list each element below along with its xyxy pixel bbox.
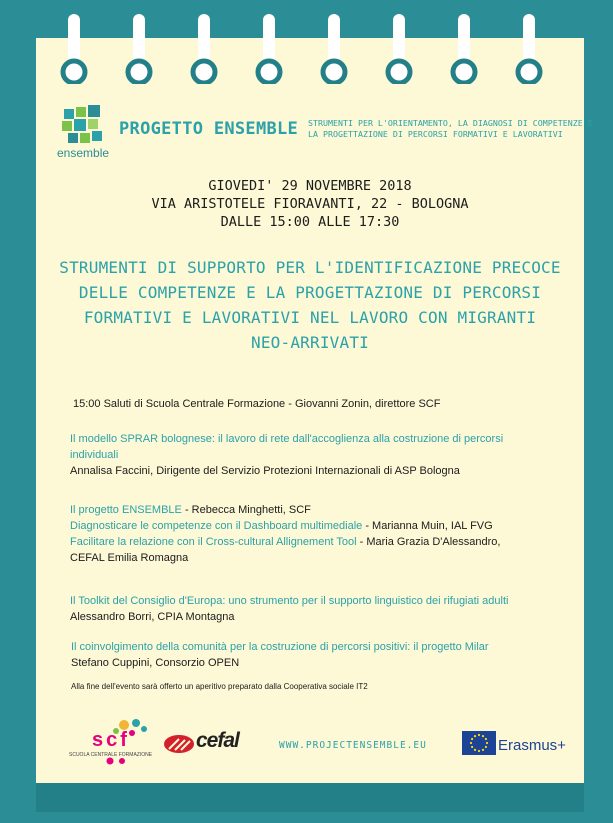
website-link[interactable]: WWW.PROJECTENSEMBLE.EU bbox=[279, 740, 427, 751]
erasmus-logo-text: Erasmus+ bbox=[498, 737, 566, 754]
talk-speaker: - Marianna Muin, IAL FVG bbox=[362, 520, 493, 532]
binder-ring-icon bbox=[125, 14, 153, 84]
main-title-line: FORMATIVI E LAVORATIVI NEL LAVORO CON MIGRANTI bbox=[83, 308, 537, 327]
event-info bbox=[36, 177, 584, 231]
ensemble-logo-icon bbox=[60, 103, 108, 147]
event-time: DALLE 15:00 ALLE 17:30 bbox=[220, 214, 400, 230]
event-date: GIOVEDI' 29 NOVEMBRE 2018 bbox=[208, 178, 412, 194]
talk-title: Facilitare la relazione con il Cross-cultural Allignement Tool bbox=[70, 536, 357, 548]
scf-caption: SCUOLA CENTRALE FORMAZIONE bbox=[69, 752, 153, 758]
talk-title: Diagnosticare le competenze con il Dashboard multimediale bbox=[70, 520, 363, 532]
program-talk bbox=[70, 502, 570, 566]
talk-title: Il coinvolgimento della comunità per la costruzione di percorsi positivi: il progetto Milar bbox=[71, 641, 489, 653]
main-title bbox=[36, 255, 584, 355]
project-subtitle-line: STRUMENTI PER L'ORIENTAMENTO, LA DIAGNOSI DI COMPETENZE E bbox=[308, 118, 593, 128]
scf-logo-text: scf bbox=[92, 729, 130, 751]
binder-ring-icon bbox=[515, 14, 543, 84]
project-subtitle-line: LA PROGETTAZIONE DI PERCORSI FORMATIVI E LAVORATIVI bbox=[308, 129, 563, 139]
binder-ring-icon bbox=[60, 14, 88, 84]
program-talk bbox=[71, 639, 571, 671]
program-talk bbox=[70, 593, 580, 625]
talk-speaker: Alessandro Borri, CPIA Montagna bbox=[70, 611, 235, 623]
binder-ring-icon bbox=[450, 14, 478, 84]
talk-title: Il modello SPRAR bolognese: il lavoro di rete dall'accoglienza alla costruzione di percorsi bbox=[70, 433, 504, 445]
program-talk bbox=[70, 431, 570, 479]
cefal-logo-icon bbox=[163, 734, 197, 754]
talk-speaker: CEFAL Emilia Romagna bbox=[70, 552, 189, 564]
project-subtitle bbox=[308, 118, 593, 140]
main-title-line: NEO-ARRIVATI bbox=[251, 333, 369, 352]
talk-speaker: Annalisa Faccini, Dirigente del Servizio Protezioni Internazionali di ASP Bologna bbox=[70, 465, 460, 477]
ensemble-logo-text: ensemble bbox=[57, 146, 110, 160]
binder-ring-icon bbox=[255, 14, 283, 84]
binder-ring-icon bbox=[320, 14, 348, 84]
project-title: PROGETTO ENSEMBLE bbox=[119, 119, 299, 139]
binder-ring-icon bbox=[385, 14, 413, 84]
main-title-line: DELLE COMPETENZE E LA PROGETTAZIONE DI PERCORSI bbox=[78, 283, 542, 302]
talk-title: Il progetto ENSEMBLE bbox=[70, 504, 182, 516]
binder-ring-icon bbox=[190, 14, 218, 84]
main-title-line: STRUMENTI DI SUPPORTO PER L'IDENTIFICAZIONE PRECOCE bbox=[59, 258, 561, 277]
notepad-bottom-band bbox=[36, 783, 584, 812]
event-address: VIA ARISTOTELE FIORAVANTI, 22 - BOLOGNA bbox=[151, 196, 469, 212]
talk-speaker: Stefano Cuppini, Consorzio OPEN bbox=[71, 657, 240, 669]
program-welcome: 15:00 Saluti di Scuola Centrale Formazione - Giovanni Zonin, direttore SCF bbox=[73, 398, 441, 410]
talk-title: Il Toolkit del Consiglio d'Europa: uno strumento per il supporto linguistico dei rifugiati adulti bbox=[70, 595, 509, 607]
talk-title: individuali bbox=[70, 449, 119, 461]
talk-speaker: - Maria Grazia D'Alessandro, bbox=[356, 536, 501, 548]
cefal-logo-text: cefal bbox=[196, 729, 239, 752]
scf-lower-dots-icon bbox=[104, 756, 134, 766]
eu-flag-icon bbox=[462, 731, 496, 755]
event-note: Alla fine dell'evento sarà offerto un aperitivo preparato dalla Cooperativa sociale IT2 bbox=[71, 682, 368, 691]
talk-speaker: - Rebecca Minghetti, SCF bbox=[181, 504, 311, 516]
